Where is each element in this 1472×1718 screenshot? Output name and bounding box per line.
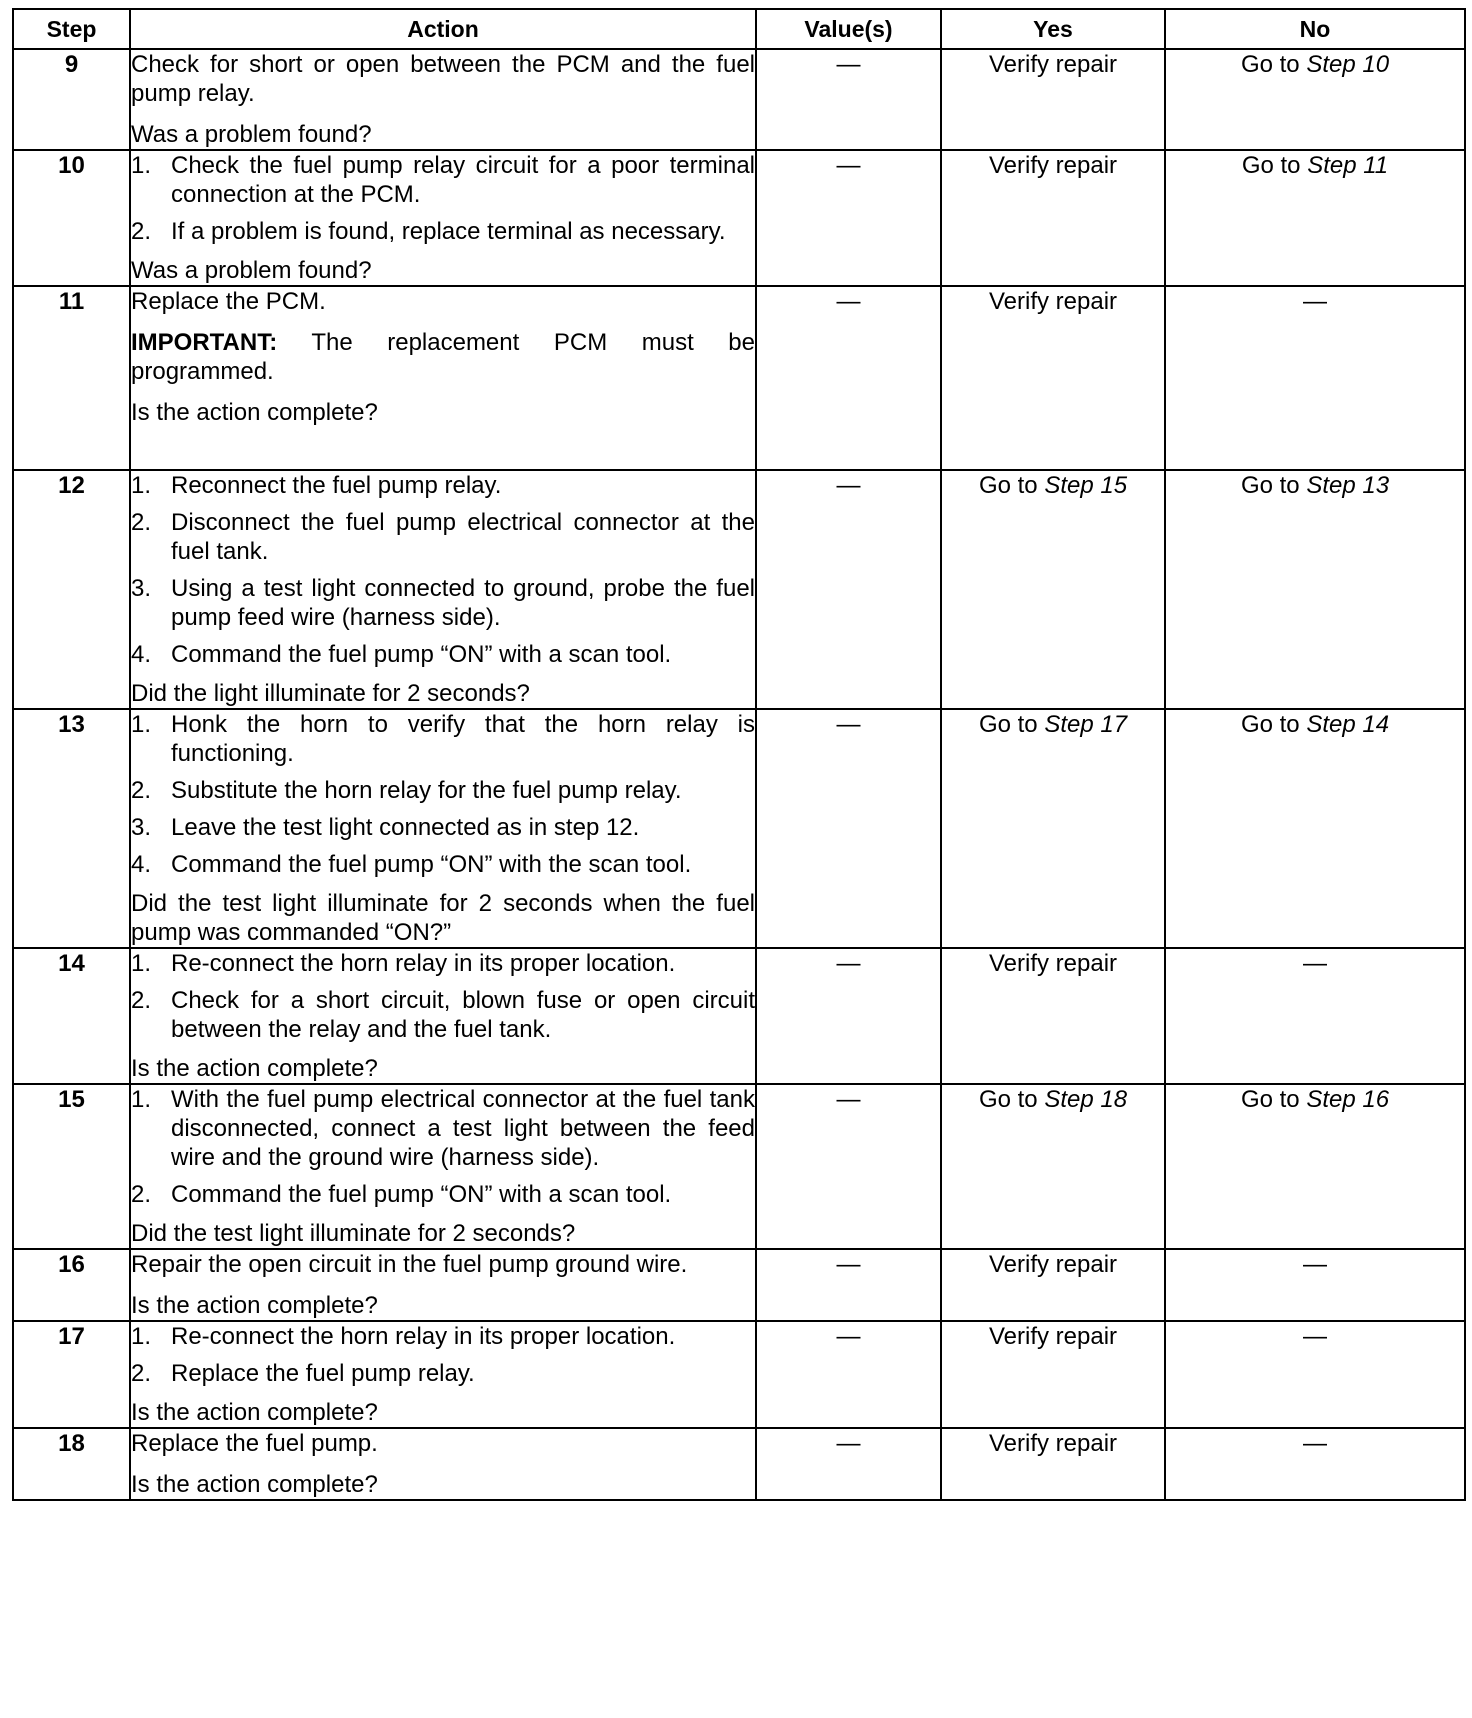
action-steps bbox=[131, 710, 755, 879]
table-row bbox=[13, 286, 1465, 470]
action-steps bbox=[131, 471, 755, 669]
no-cell bbox=[1165, 150, 1465, 286]
action-question: Did the test light illuminate for 2 seconds? bbox=[131, 1220, 576, 1247]
action-step: 2. Check for a short circuit, blown fuse or open circuit between the relay and the fuel tank. bbox=[131, 987, 755, 1043]
yes-prefix: Go to bbox=[978, 711, 1038, 738]
value-cell: — bbox=[756, 1084, 941, 1249]
action-cell bbox=[130, 1084, 756, 1249]
action-step: 3. Using a test light connected to ground, probe the fuel pump feed wire (harness side). bbox=[131, 575, 755, 631]
yes-cell: Verify repair bbox=[941, 49, 1165, 150]
no-cell: — bbox=[1165, 1249, 1465, 1321]
action-question: Was a problem found? bbox=[131, 257, 372, 284]
no-step-link[interactable]: Step 14 bbox=[1306, 711, 1390, 738]
step-number: 13 bbox=[13, 709, 130, 948]
action-question: Is the action complete? bbox=[131, 1399, 378, 1426]
header-step: Step bbox=[13, 9, 130, 49]
table-row bbox=[13, 1084, 1465, 1249]
action-step: 2. If a problem is found, replace terminal as necessary. bbox=[131, 218, 726, 245]
no-cell bbox=[1165, 709, 1465, 948]
yes-step-link[interactable]: Step 17 bbox=[1044, 711, 1128, 738]
action-step: 4. Command the fuel pump “ON” with a scan tool. bbox=[131, 641, 672, 668]
value-cell: — bbox=[756, 286, 941, 470]
yes-cell bbox=[941, 709, 1165, 948]
action-cell bbox=[130, 948, 756, 1084]
step-number: 11 bbox=[13, 286, 130, 470]
action-step: 1. Re-connect the horn relay in its proper location. bbox=[131, 950, 676, 977]
action-text: Repair the open circuit in the fuel pump ground wire. bbox=[131, 1251, 688, 1278]
table-row bbox=[13, 1249, 1465, 1321]
no-prefix: Go to bbox=[1241, 152, 1301, 179]
no-prefix: Go to bbox=[1240, 472, 1300, 499]
action-question: Is the action complete? bbox=[131, 399, 378, 426]
step-number: 10 bbox=[13, 150, 130, 286]
action-question: Is the action complete? bbox=[131, 1471, 378, 1498]
header-no: No bbox=[1165, 9, 1465, 49]
yes-cell: Verify repair bbox=[941, 1321, 1165, 1428]
action-cell bbox=[130, 1321, 756, 1428]
action-step: 1. Re-connect the horn relay in its proper location. bbox=[131, 1323, 676, 1350]
value-cell: — bbox=[756, 709, 941, 948]
action-step: 2. Disconnect the fuel pump electrical connector at the fuel tank. bbox=[131, 509, 755, 565]
value-cell: — bbox=[756, 49, 941, 150]
no-prefix: Go to bbox=[1240, 1086, 1300, 1113]
diagnostic-table bbox=[12, 8, 1466, 1501]
action-steps bbox=[131, 949, 755, 1044]
action-cell bbox=[130, 1428, 756, 1500]
no-cell: — bbox=[1165, 1321, 1465, 1428]
step-number: 18 bbox=[13, 1428, 130, 1500]
step-number: 14 bbox=[13, 948, 130, 1084]
action-text: Check for short or open between the PCM and the fuel pump relay. bbox=[131, 51, 755, 107]
table-row bbox=[13, 1321, 1465, 1428]
action-cell bbox=[130, 1249, 756, 1321]
action-question: Did the test light illuminate for 2 seconds when the fuel pump was commanded “ON?” bbox=[131, 890, 755, 946]
important-note bbox=[131, 328, 755, 386]
table-row bbox=[13, 948, 1465, 1084]
step-number: 17 bbox=[13, 1321, 130, 1428]
step-number: 16 bbox=[13, 1249, 130, 1321]
action-step: 1. Check the fuel pump relay circuit for a poor terminal connection at the PCM. bbox=[131, 152, 755, 208]
no-cell: — bbox=[1165, 948, 1465, 1084]
header-row bbox=[13, 9, 1465, 49]
action-cell bbox=[130, 709, 756, 948]
step-number: 9 bbox=[13, 49, 130, 150]
no-prefix: Go to bbox=[1240, 711, 1300, 738]
action-step: 1. Honk the horn to verify that the horn relay is functioning. bbox=[131, 711, 755, 767]
action-steps bbox=[131, 1085, 755, 1209]
value-cell: — bbox=[756, 1428, 941, 1500]
no-cell: — bbox=[1165, 1428, 1465, 1500]
value-cell: — bbox=[756, 470, 941, 709]
no-cell: — bbox=[1165, 286, 1465, 470]
value-cell: — bbox=[756, 948, 941, 1084]
table-row bbox=[13, 150, 1465, 286]
header-action: Action bbox=[130, 9, 756, 49]
yes-cell bbox=[941, 1084, 1165, 1249]
action-cell bbox=[130, 49, 756, 150]
yes-cell bbox=[941, 470, 1165, 709]
no-cell bbox=[1165, 1084, 1465, 1249]
yes-prefix: Go to bbox=[978, 1086, 1038, 1113]
header-values: Value(s) bbox=[756, 9, 941, 49]
no-cell bbox=[1165, 470, 1465, 709]
action-steps bbox=[131, 1322, 755, 1388]
table-row bbox=[13, 49, 1465, 150]
action-steps bbox=[131, 151, 755, 246]
yes-cell: Verify repair bbox=[941, 150, 1165, 286]
action-step: 1. Reconnect the fuel pump relay. bbox=[131, 472, 502, 499]
action-step: 2. Command the fuel pump “ON” with a scan tool. bbox=[131, 1181, 672, 1208]
value-cell: — bbox=[756, 1321, 941, 1428]
action-cell bbox=[130, 150, 756, 286]
table-row bbox=[13, 470, 1465, 709]
action-text: Replace the PCM. bbox=[131, 288, 326, 315]
action-text: Replace the fuel pump. bbox=[131, 1430, 378, 1457]
action-question: Is the action complete? bbox=[131, 1292, 378, 1319]
no-step-link[interactable]: Step 16 bbox=[1306, 1086, 1390, 1113]
yes-step-link[interactable]: Step 18 bbox=[1044, 1086, 1128, 1113]
no-cell bbox=[1165, 49, 1465, 150]
no-step-link[interactable]: Step 13 bbox=[1306, 472, 1390, 499]
important-label: IMPORTANT: bbox=[131, 329, 278, 356]
important-text: The replacement PCM must be programmed. bbox=[131, 329, 755, 385]
action-step: 3. Leave the test light connected as in step 12. bbox=[131, 814, 640, 841]
action-step: 4. Command the fuel pump “ON” with the scan tool. bbox=[131, 851, 692, 878]
yes-cell: Verify repair bbox=[941, 1249, 1165, 1321]
step-number: 12 bbox=[13, 470, 130, 709]
action-cell bbox=[130, 470, 756, 709]
value-cell: — bbox=[756, 1249, 941, 1321]
yes-cell: Verify repair bbox=[941, 1428, 1165, 1500]
yes-step-link[interactable]: Step 15 bbox=[1044, 472, 1128, 499]
table-row bbox=[13, 1428, 1465, 1500]
action-step: 2. Substitute the horn relay for the fuel pump relay. bbox=[131, 777, 682, 804]
action-question: Did the light illuminate for 2 seconds? bbox=[131, 680, 530, 707]
header-yes: Yes bbox=[941, 9, 1165, 49]
no-prefix: Go to bbox=[1240, 51, 1300, 78]
no-step-link[interactable]: Step 11 bbox=[1307, 152, 1389, 179]
no-step-link[interactable]: Step 10 bbox=[1306, 51, 1390, 78]
yes-cell: Verify repair bbox=[941, 286, 1165, 470]
action-step: 2. Replace the fuel pump relay. bbox=[131, 1360, 475, 1387]
value-cell: — bbox=[756, 150, 941, 286]
step-number: 15 bbox=[13, 1084, 130, 1249]
action-question: Is the action complete? bbox=[131, 1055, 378, 1082]
action-cell bbox=[130, 286, 756, 470]
action-question: Was a problem found? bbox=[131, 121, 372, 148]
yes-prefix: Go to bbox=[978, 472, 1038, 499]
table-row bbox=[13, 709, 1465, 948]
action-step: 1. With the fuel pump electrical connector at the fuel tank disconnected, connect a test light between the feed wire and the ground wire (harness side). bbox=[131, 1086, 755, 1171]
yes-cell: Verify repair bbox=[941, 948, 1165, 1084]
